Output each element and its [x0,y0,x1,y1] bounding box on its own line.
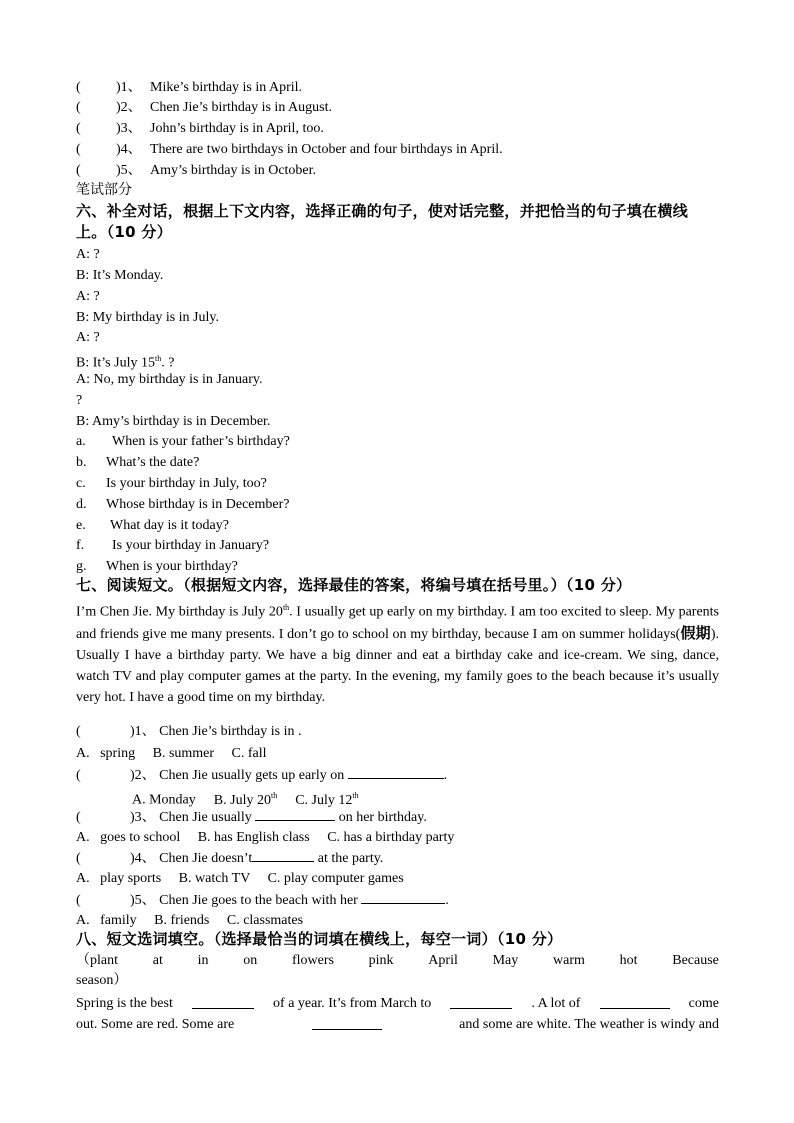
question-item: ( )3、 Chen Jie usually on her birthday. [76,806,427,826]
dialog-line: A: ? [76,330,100,345]
written-part-label: 笔试部分 [76,182,132,198]
word-bank-item: pink [368,953,394,968]
option-item: d. Whose birthday is in December? [76,497,290,512]
dialog-line: A: ? [76,247,100,262]
question-item: ( )4、 Chen Jie doesn’t at the party. [76,847,383,867]
answer-blank[interactable] [600,994,670,1009]
word-bank-item: at [152,953,163,968]
word-bank-item: May [492,953,519,968]
listening-item: ( )5、 Amy’s birthday is in October. [76,163,317,178]
cloze-passage: Spring is the best of a year. It’s from March to . A lot of come out. Some are red. Some are and some are white. The weather is windy and [76,996,719,1032]
word-bank-item: hot [619,953,638,968]
option-item: e. What day is it today? [76,518,229,533]
answer-blank[interactable] [450,994,512,1009]
option-item: f. Is your birthday in January? [76,538,270,553]
dialog-line: B: My birthday is in July. [76,310,219,325]
dialog-line: B: It’s July 15th. ? [76,354,175,371]
question-options: A. Monday B. July 20th C. July 12th [132,791,359,808]
word-bank [76,951,719,991]
word-bank-item: in [197,953,209,968]
answer-blank[interactable] [255,806,335,821]
listening-item: ( )2、 Chen Jie’s birthday is in August. [76,100,332,115]
word-bank-item: April [428,953,458,968]
answer-blank[interactable] [192,994,254,1009]
question-item: ( )2、 Chen Jie usually gets up early on . [76,764,447,784]
dialog-line: ? [76,393,83,408]
option-item: g. When is your birthday? [76,559,238,574]
word-bank-item: season） [76,973,128,988]
answer-blank[interactable] [312,1015,382,1030]
section7-heading: 七、阅读短文。（根据短文内容，选择最佳的答案，将编号填在括号里。）（10 分） [76,576,632,594]
option-item: b. What’s the date? [76,455,200,470]
reading-passage: I’m Chen Jie. My birthday is July 20th. I usually get up early on my birthday. I am too excited to sleep. My parents and friends give me many presents. I don’t go to school on my birthday, because I am on summer holidays(假期). Usually I have a birthday party. We have a big dinner and eat a birthday cake and ice-cream. We sing, dance, watch TV and play computer games at the party. In the evening, my family goes to the beach because it’s usually very hot. I have a good time on my birthday. [76,603,719,705]
listening-item: ( )4、 There are two birthdays in October and four birthdays in April. [76,142,503,157]
word-bank-item: warm [553,953,585,968]
question-item: ( )5、 Chen Jie goes to the beach with her . [76,889,449,909]
question-options: A. play sports B. watch TV C. play computer games [76,871,404,886]
question-options: A. goes to school B. has English class C. has a birthday party [76,830,455,845]
section8-heading: 八、短文选词填空。（选择最恰当的词填在横线上，每空一词）（10 分） [76,930,563,948]
word-bank-item: on [243,953,258,968]
word-bank-item: flowers [291,953,334,968]
question-options: A. spring B. summer C. fall [76,746,267,761]
option-item: c. Is your birthday in July, too? [76,476,267,491]
question-item: ( )1、 Chen Jie’s birthday is in . [76,724,302,739]
listening-item: ( )1、 Mike’s birthday is in April. [76,80,303,95]
dialog-line: A: No, my birthday is in January. [76,372,263,387]
word-bank-item: Because [672,953,719,968]
answer-blank[interactable] [348,764,444,779]
section6-heading-cont: 上。（10 分） [76,223,172,241]
option-item: a. When is your father’s birthday? [76,434,290,449]
answer-blank[interactable] [361,889,445,904]
question-options: A. family B. friends C. classmates [76,913,304,928]
listening-item: ( )3、 John’s birthday is in April, too. [76,121,324,136]
section6-heading: 六、补全对话，根据上下文内容，选择正确的句子，使对话完整，并把恰当的句子填在横线 [76,202,689,220]
dialog-line: A: ? [76,289,100,304]
dialog-line: B: It’s Monday. [76,268,164,283]
dialog-line: B: Amy’s birthday is in December. [76,414,271,429]
answer-blank[interactable] [252,847,314,862]
word-bank-item: （plant [76,953,118,968]
